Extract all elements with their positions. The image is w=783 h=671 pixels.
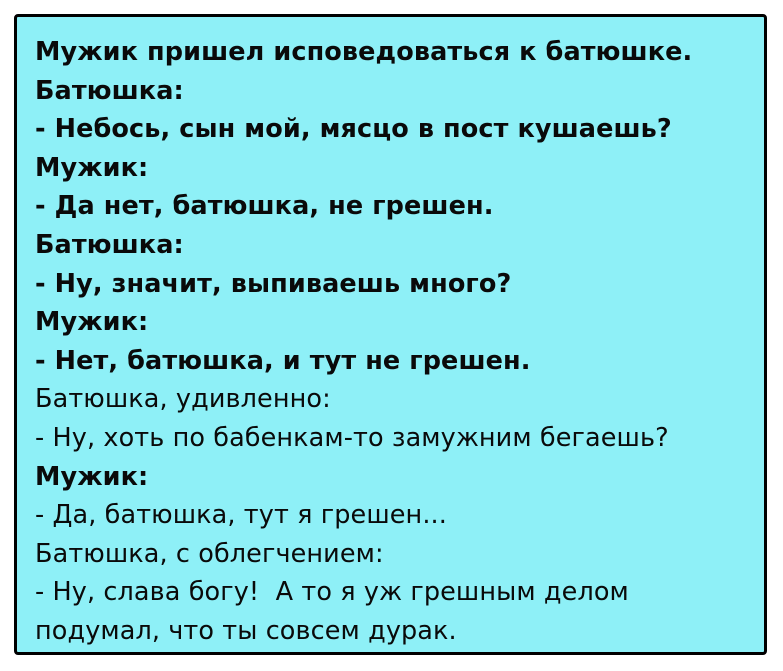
joke-line: - Да нет, батюшка, не грешен.: [35, 191, 494, 222]
joke-line: - Ну, хоть по бабенкам-то замужним бегаешь?: [35, 422, 669, 453]
joke-line: Мужик:: [35, 307, 149, 338]
joke-line: - Нет, батюшка, и тут не грешен.: [35, 345, 531, 376]
joke-line: Батюшка:: [35, 75, 184, 106]
joke-line: - Небось, сын мой, мясцо в пост кушаешь?: [35, 114, 672, 145]
joke-line: Мужик пришел исповедоваться к батюшке.: [35, 37, 693, 67]
joke-text-block: [17, 17, 764, 655]
joke-line: Батюшка, с облегчением:: [35, 538, 384, 569]
joke-line: Мужик:: [35, 152, 149, 183]
joke-line: - Да, батюшка, тут я грешен...: [35, 500, 447, 531]
joke-card: [14, 14, 767, 655]
joke-line: Батюшка, удивленно:: [35, 384, 331, 415]
joke-line: подумал, что ты совсем дурак.: [35, 615, 457, 646]
joke-line: - Ну, слава богу! А то я уж грешным делом: [35, 577, 629, 608]
joke-line: - Ну, значит, выпиваешь много?: [35, 268, 512, 299]
joke-line: Батюшка:: [35, 229, 184, 260]
joke-line: Мужик:: [35, 461, 149, 492]
